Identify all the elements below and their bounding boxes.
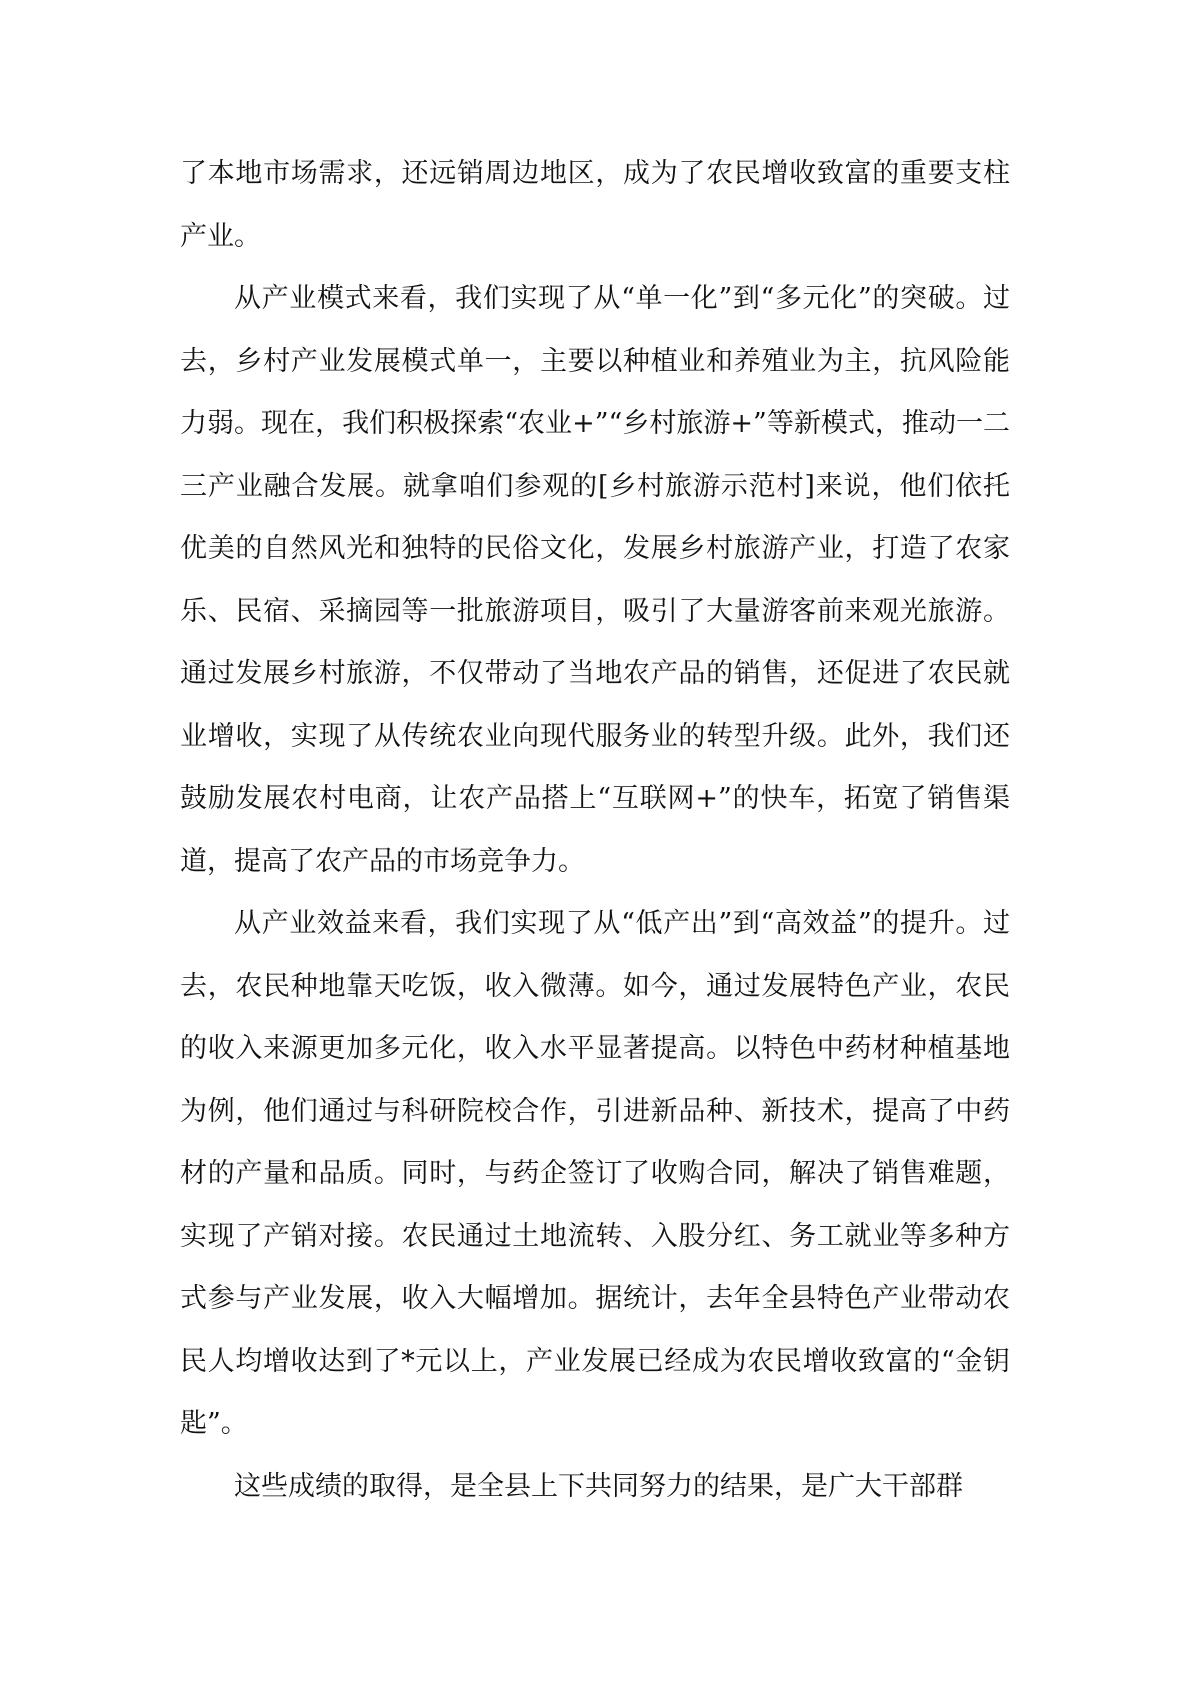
paragraph-2: 从产业模式来看，我们实现了从“单一化”到“多元化”的突破。过去，乡村产业发展模式单一，主要以种植业和养殖业为主，抗风险能力弱。现在，我们积极探索“农业+”“乡村旅游+”等新模式，推动一二三产业融合发展。就拿咱们参观的[乡村旅游示范村]来说，他们依托优美的自然风光和独特的民俗文化，发展乡村旅游产业，打造了农家乐、民宿、采摘园等一批旅游项目，吸引了大量游客前来观光旅游。通过发展乡村旅游，不仅带动了当地农产品的销售，还促进了农民就业增收，实现了从传统农业向现代服务业的转型升级。此外，我们还鼓励发展农村电商，让农产品搭上“互联网+”的快车，拓宽了销售渠道，提高了农产品的市场竞争力。: [180, 283, 1010, 877]
paragraph-3: 从产业效益来看，我们实现了从“低产出”到“高效益”的提升。过去，农民种地靠天吃饭，收入微薄。如今，通过发展特色产业，农民的收入来源更加多元化，收入水平显著提高。以特色中药材种植基地为例，他们通过与科研院校合作，引进新品种、新技术，提高了中药材的产量和品质。同时，与药企签订了收购合同，解决了销售难题，实现了产销对接。农民通过土地流转、入股分红、务工就业等多种方式参与产业发展，收入大幅增加。据统计，去年全县特色产业带动农民人均增收达到了*元以上，产业发展已经成为农民增收致富的“金钥匙”。: [180, 908, 1010, 1439]
paragraph-4: 这些成绩的取得，是全县上下共同努力的结果，是广大干部群: [234, 1470, 963, 1502]
document-body: [180, 143, 1010, 1518]
paragraph-1: 了本地市场需求，还远销周边地区，成为了农民增收致富的重要支柱产业。: [180, 158, 1010, 252]
